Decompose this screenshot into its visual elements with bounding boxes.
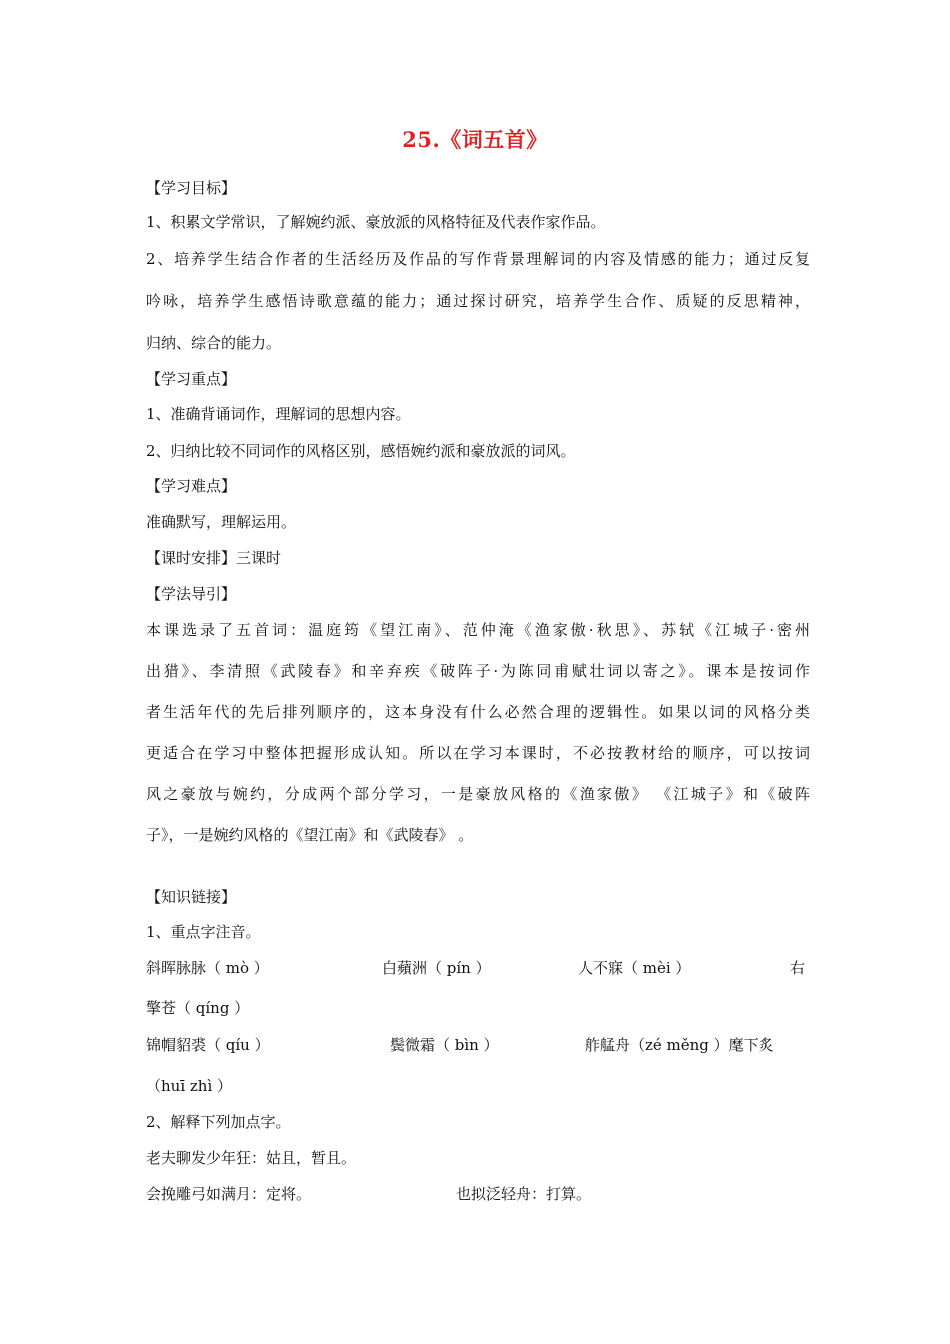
key-points-heading: 【学习重点】	[146, 370, 237, 388]
pinyin-item-xiehui: 斜晖脉脉（ mò ）	[146, 959, 269, 977]
page-title: 25.《词五首》	[402, 127, 548, 152]
method-line-3: 者生活年代的先后排列顺序的，这本身没有什么必然合理的逻辑性。如果以词的风格分类	[146, 703, 810, 721]
pinyin-item-renbumei: 人不寐（ mèi ）	[578, 959, 691, 977]
pinyin-section-title: 1、重点字注音。	[146, 923, 261, 941]
difficulties-text: 准确默写，理解运用。	[146, 513, 297, 531]
difficulties-heading: 【学习难点】	[146, 477, 237, 495]
pinyin-item-binweishuang: 鬓微霜（ bìn ）	[390, 1036, 499, 1054]
explain-section-title: 2、解释下列加点字。	[146, 1113, 291, 1131]
schedule-text: 【课时安排】三课时	[146, 549, 282, 567]
explain-item-1: 老夫聊发少年狂：姑且，暂且。	[146, 1149, 357, 1167]
key-point-item-2: 2、归纳比较不同词作的风格区别，感悟婉约派和豪放派的词风。	[146, 442, 576, 460]
objective-item-1: 1、积累文学常识，了解婉约派、豪放派的风格特征及代表作家作品。	[146, 213, 606, 231]
method-line-2: 出猎》、李清照《武陵春》和辛弃疾《破阵子·为陈同甫赋壮词以寄之》。课本是按词作	[146, 662, 810, 680]
method-line-4: 更适合在学习中整体把握形成认知。所以在学习本课时，不必按教材给的顺序，可以按词	[146, 744, 810, 762]
method-line-1: 本课选录了五首词：温庭筠《望江南》、范仲淹《渔家傲·秋思》、苏轼《江城子·密州	[146, 621, 810, 639]
knowledge-heading: 【知识链接】	[146, 888, 237, 906]
pinyin-item-you: 右	[790, 959, 806, 977]
pinyin-item-zemengzhou: 舴艋舟（zé měng ）麾下炙	[585, 1036, 774, 1054]
pinyin-row-2: 擎苍（ qíng ）	[146, 999, 250, 1017]
pinyin-row-4: （huī zhì ）	[146, 1077, 233, 1095]
pinyin-item-baipinzhou: 白蘋洲（ pín ）	[382, 959, 491, 977]
objective-item-2-line-1: 2、培养学生结合作者的生活经历及作品的写作背景理解词的内容及情感的能力；通过反复	[146, 250, 810, 268]
explain-item-2: 会挽雕弓如满月：定将。	[146, 1185, 312, 1203]
objective-item-2-line-2: 吟咏，培养学生感悟诗歌意蕴的能力；通过探讨研究，培养学生合作、质疑的反思精神，	[146, 292, 810, 310]
explain-item-3: 也拟泛轻舟：打算。	[456, 1185, 592, 1203]
method-heading: 【学法导引】	[146, 585, 237, 603]
key-point-item-1: 1、准确背诵词作，理解词的思想内容。	[146, 405, 411, 423]
method-line-5: 风之豪放与婉约，分成两个部分学习，一是豪放风格的《渔家傲》 《江城子》和《破阵	[146, 785, 810, 803]
method-line-6: 子》，一是婉约风格的《望江南》和《武陵春》 。	[146, 826, 474, 844]
objective-item-2-line-3: 归纳、综合的能力。	[146, 334, 282, 352]
objectives-heading: 【学习目标】	[146, 179, 237, 197]
pinyin-item-jinmao: 锦帽貂裘（ qíu ）	[146, 1036, 270, 1054]
